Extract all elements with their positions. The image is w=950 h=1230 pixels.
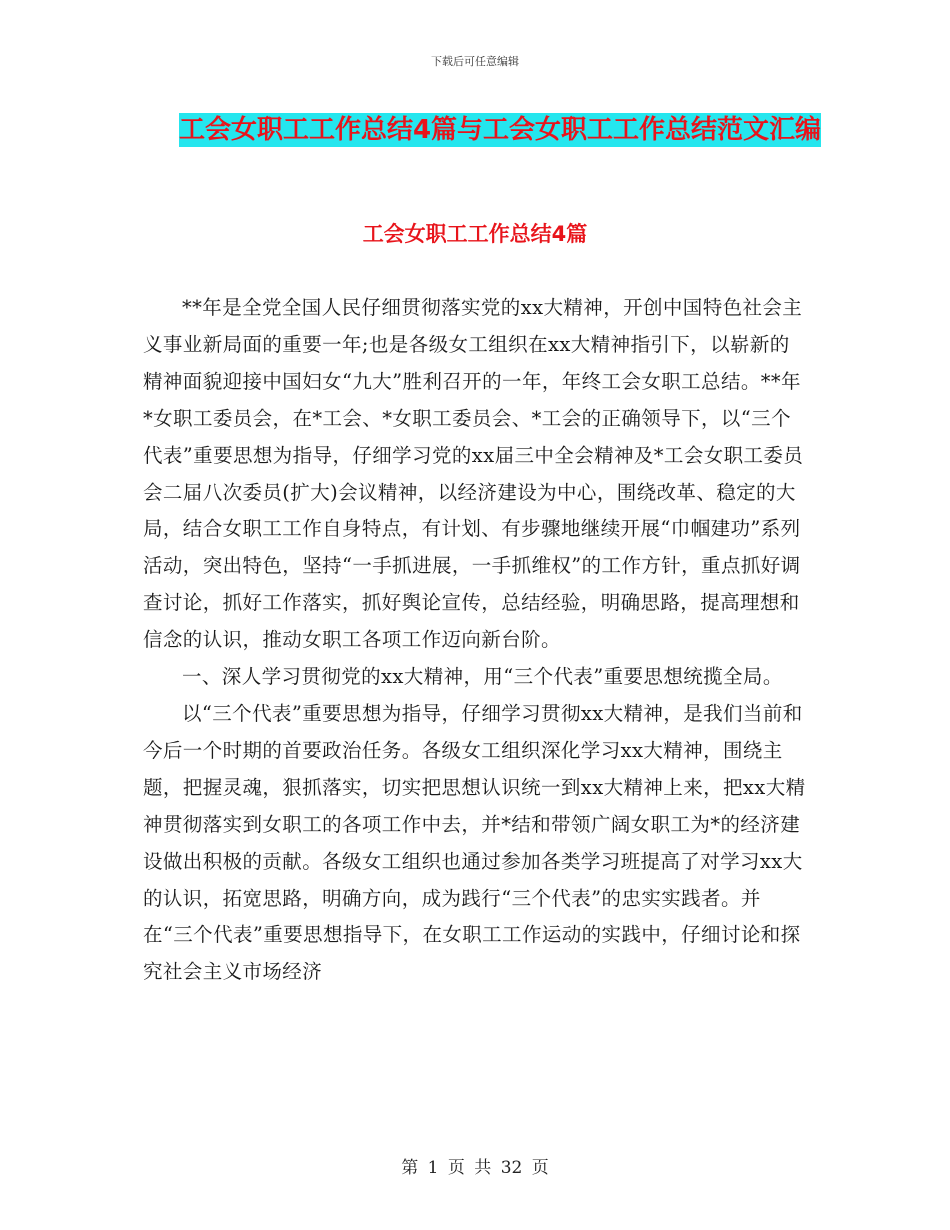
header-note: 下载后可任意编辑: [431, 55, 519, 68]
paragraph-1: **年是全党全国人民仔细贯彻落实党的xx大精神，开创中国特色社会主义事业新局面的重要一年;也是各级女工组织在xx大精神指引下，以崭新的精神面貌迎接中国妇女“九大”胜利召开的一年，年终工会女职工总结。**年*女职工委员会，在*工会、*女职工委员会、*工会的正确领导下，以“三个代表”重要思想为指导，仔细学习党的xx届三中全会精神及*工会女职工委员会二届八次委员(扩大)会议精神，以经济建设为中心，围绕改革、稳定的大局，结合女职工工作自身特点，有计划、有步骤地继续开展“巾帼建功”系列活动，突出特色，坚持“一手抓进展，一手抓维权”的工作方针，重点抓好调查讨论，抓好工作落实，抓好舆论宣传，总结经验，明确思路，提高理想和信念的认识，推动女职工各项工作迈向新台阶。: [143, 296, 804, 652]
document-title-text: 工会女职工工作总结4篇与工会女职工工作总结范文汇编: [178, 115, 822, 145]
section-title: 工会女职工工作总结4篇: [362, 222, 588, 246]
paragraph-3: 以“三个代表”重要思想为指导，仔细学习贯彻xx大精神，是我们当前和今后一个时期的首要政治任务。各级女工组织深化学习xx大精神，围绕主题，把握灵魂，狠抓落实，切实把思想认识统一到xx大精神上来，把xx大精神贯彻落实到女职工的各项工作中去，并*结和带领广阔女职工为*的经济建设做出积极的贡献。各级女工组织也通过参加各类学习班提高了对学习xx大的认识，拓宽思路，明确方向，成为践行“三个代表”的忠实实践者。并在“三个代表”重要思想指导下，在女职工工作运动的实践中，仔细讨论和探究社会主义市场经济: [143, 701, 806, 984]
paragraph-2: 一、深人学习贯彻党的xx大精神，用“三个代表”重要思想统揽全局。: [182, 665, 783, 689]
document-title: [140, 108, 860, 152]
page-footer: 第 1 页 共 32 页: [401, 1158, 549, 1178]
body-text: [143, 290, 808, 991]
